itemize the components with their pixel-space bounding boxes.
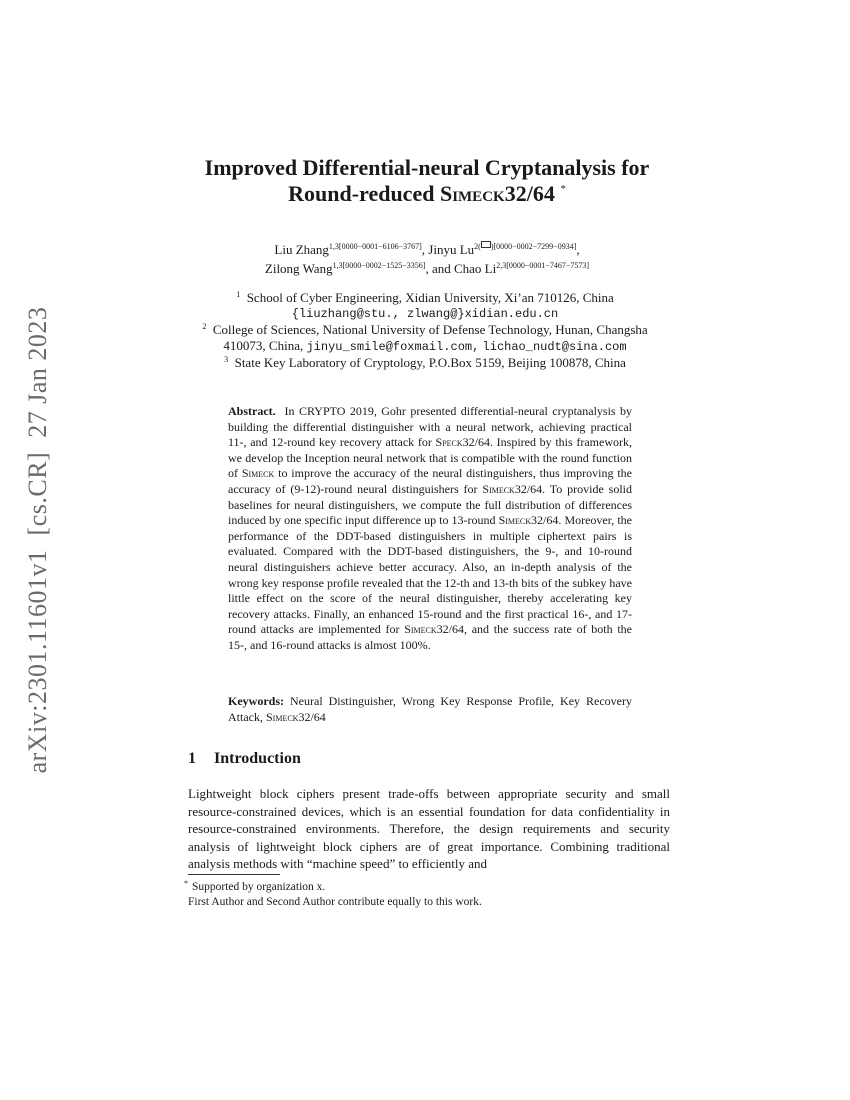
author-orcid[interactable]: 2( )[0000−0002−7299−0934] [474,242,577,251]
abstract-label: Abstract. [228,404,276,418]
author-line-2: Zilong Wang$^{1,3[0000-0002-1525-3356]}$, and Chao $Li^{2,3[0000-0001-7467-7573]}$ [264,261,590,276]
envelope-icon [481,241,491,248]
title-line-1: Improved Differential-neural Cryptanalysis for [204,155,650,180]
author-name: Liu Zhang [274,242,329,257]
author-name: Chao Li [453,261,497,276]
intro-paragraph: Lightweight block ciphers present trade-offs between appropriate security and small resource-constrained devices, which is an essential foundation for data confidentiality in resource-constrained environments. Therefore, the design requirements and security analysis of lightweight block ciphers are of great importance. Combining traditional analysis methods with “machine speed” to efficiently and [188,786,670,872]
author-orcid[interactable]: 1,3[0000−0002−1525−3356] [332,261,426,270]
section-heading [188,750,301,768]
footnote-1: * Supported by organization x. [184,879,326,893]
paper-title [150,155,704,207]
author-orcid[interactable]: 2,3[0000−0001−7467−7573] [496,261,590,270]
keywords-label: Keywords: [228,694,284,708]
author-list [150,240,704,278]
affiliation-3: $^3$ State Key Laboratory of Cryptology, P.O.Box 5159, Beijing 100878, China [224,355,626,370]
email-link[interactable]: jinyu_smile@foxmail.com, [306,340,480,354]
affiliation-2: $^2$ College of Sciences, National University of Defense Technology, Hunan, Changsha [202,322,648,337]
arxiv-sidebar [0,0,70,1100]
section-number: 1 [188,750,196,767]
affiliation-email-1[interactable]: {liuzhang@stu., zlwang@}xidian.edu.cn [291,307,559,321]
affiliation-1: $^1$ School of Cyber Engineering, Xidian University, Xi’an 710126, China [236,290,614,305]
affiliations [160,290,690,371]
author-line-1: Liu Zhang$^{1,3[0000-0001-6106-3767]}$, Jinyu $Lu^{2( )[0000-0002-7299-0934]}$, [274,242,580,257]
arxiv-date: 27 Jan 2023 [23,306,52,438]
email-link[interactable]: lichao_nudt@sina.com [482,340,627,354]
title-line-2: Round-reduced Simeck32/64 * [288,181,566,206]
section-title: Introduction [214,750,301,767]
author-orcid[interactable]: 1,3[0000−0001−6106−3767] [328,242,422,251]
footnote-2: First Author and Second Author contribute equally to this work. [188,896,482,908]
footnote-divider [188,874,280,875]
footnotes [176,880,482,910]
title-footnote-mark[interactable]: * [560,183,566,195]
author-name: Zilong Wang [264,261,333,276]
arxiv-id: arXiv:2301.11601v1 [23,549,52,774]
arxiv-category: [cs.CR] [23,451,52,536]
abstract: Abstract. In CRYPTO 2019, Gohr presented differential-neural cryptanalysis by building the differential distinguisher with a neural network, achieving practical 11-, and 12-round key recovery attack for Speck32/64. Inspired by this framework, we develop the Inception neural network that is compatible with the round function of Simeck to improve the accuracy of the neural distinguishers, thus improving the accuracy of (9-12)-round neural distinguishers for Simeck32/64. To provide solid baselines for neural distinguishers, we compute the full distribution of differences induced by one specific input difference up to 13-round Simeck32/64. Moreover, the performance of the DDT-based distinguishers in multiple ciphertext pairs is evaluated. Compared with the DDT-based distinguishers, the 9-, and 10-round neural distinguishers achieve better accuracy. Also, an in-depth analysis of the wrong key response profile revealed that the 12-th and 13-th bits of the subkey have little effect on the score of the neural distinguisher, thereby accelerating key recovery attacks. Finally, an enhanced 15-round and the first practical 16-, and 17-round attacks are implemented for Simeck32/64, and the success rate of both the 15-, and 16-round attacks is almost 100%. [228,404,633,652]
author-name: Jinyu Lu [428,242,475,257]
affiliation-2-cont: 410073, China, jinyu_smile@foxmail.com, lichao_nudt@sina.com [223,338,627,354]
arxiv-identifier[interactable] [23,307,53,774]
keywords: Keywords: Neural Distinguisher, Wrong Key Response Profile, Key Recovery Attack, Simeck32/64 [228,694,633,724]
